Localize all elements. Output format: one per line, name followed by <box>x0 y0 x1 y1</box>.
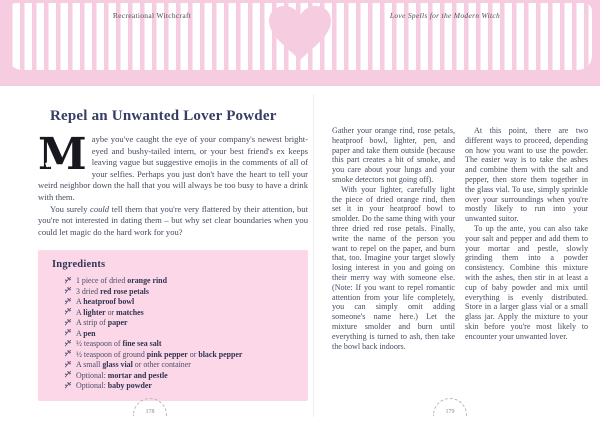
ingredient-item <box>64 286 294 297</box>
ingredient-text: ½ teaspoon of ground pink pepper or black pepper <box>76 349 243 359</box>
body-columns <box>332 126 588 358</box>
page-number-right: 179 <box>445 409 455 415</box>
ingredient-text: Optional: baby powder <box>76 381 152 391</box>
ingredient-item <box>64 328 294 339</box>
herb-sprig-icon <box>64 349 72 360</box>
page-number-left: 178 <box>145 409 155 415</box>
ingredient-text: 3 dried red rose petals <box>76 286 149 296</box>
ingredient-text: A lighter or matches <box>76 307 144 317</box>
ingredient-text: ½ teaspoon of fine sea salt <box>76 339 162 349</box>
spell-title: Repel an Unwanted Lover Powder <box>50 108 277 124</box>
body-paragraph: At this point, there are two different ways to proceed, depending on how you want to use the powder. The easier way is to take the ashes and combine them with the salt and pepper, then store them together in the glass vial. To use, simply sprinkle over your surroundings when you're mostly likely to run into your unwanted suitor. <box>465 126 588 224</box>
ingredient-item <box>64 338 294 349</box>
ingredients-heading: Ingredients <box>52 259 106 271</box>
ingredient-item <box>64 296 294 307</box>
running-head-right: Love Spells for the Modern Witch <box>389 11 501 20</box>
intro-paragraph-2: You surely could tell them that you're very flattered by their attention, but you're not interested in dating them – but why set clear boundaries when you could let magic do the hard work for you? <box>38 203 308 237</box>
ingredients-list <box>52 275 294 391</box>
herb-sprig-icon <box>64 381 72 392</box>
ingredient-item <box>64 307 294 318</box>
ingredient-item <box>64 317 294 328</box>
ingredient-text: A strip of paper <box>76 318 128 328</box>
body-paragraph: With your lighter, carefully light the piece of dried orange rind, then set it in your heatproof bowl to smolder. Do the same thing with your three dried red rose petals. Finally, write the name of the person you want to repel on the paper, and burn that, too. Imagine your target slowly losing interest in you and going on their merry way with someone else. (Note: If you want to repel romantic attention from your life completely, you can simply omit adding someone's name here.) Let the mixture smolder and burn until everything is turned to ash, then take the bowl back indoors. <box>332 184 455 351</box>
ingredient-text: A pen <box>76 328 96 338</box>
herb-sprig-icon <box>64 339 72 350</box>
herb-sprig-icon <box>64 297 72 308</box>
ingredient-text: A small glass vial or other container <box>76 360 191 370</box>
herb-sprig-icon <box>64 286 72 297</box>
ingredient-item <box>64 275 294 286</box>
ingredients-box <box>38 250 308 401</box>
intro-text <box>38 129 308 238</box>
herb-sprig-icon <box>64 360 72 371</box>
right-page <box>332 86 588 358</box>
body-paragraph: Gather your orange rind, rose petals, heatproof bowl, lighter, pen, and paper and take them outside (because this part creates a bit of smoke, and you care about your lungs and your smoke detectors not going off). <box>332 126 455 184</box>
left-page <box>38 86 308 401</box>
ingredient-item <box>64 359 294 370</box>
ingredient-item <box>64 349 294 360</box>
body-paragraph: To up the ante, you can also take your salt and pepper and add them to your mortar and pestle, slowly grinding them into a powder consistency. Combine this mixture with the ashes, then stir in at least a cup of baby powder and mix until everything is evenly distributed. Store in a larger glass vial or a small glass jar. Apply the mixture to your skin before you're most likely to encounter your unwanted lover. <box>465 223 588 341</box>
ingredient-item <box>64 370 294 381</box>
heart-icon <box>269 5 331 61</box>
herb-sprig-icon <box>64 276 72 287</box>
ingredient-text: 1 piece of dried orange rind <box>76 276 167 286</box>
herb-sprig-icon <box>64 318 72 329</box>
spine-divider <box>313 94 314 417</box>
herb-sprig-icon <box>64 328 72 339</box>
ingredient-text: Optional: mortar and pestle <box>76 370 168 380</box>
page-number-ornament-left <box>133 398 167 416</box>
ingredient-item <box>64 380 294 391</box>
herb-sprig-icon <box>64 307 72 318</box>
intro-paragraph-1 <box>38 129 308 204</box>
pages-area <box>0 86 600 425</box>
ingredient-text: A heatproof bowl <box>76 297 135 307</box>
drop-cap: ✿ M ❀ <box>38 137 87 173</box>
header-band <box>0 0 600 86</box>
page-number-ornament-right <box>433 398 467 416</box>
intro-paragraph-1-text: aybe you've caught the eye of your company's newest bright-eyed and bushy-tailed intern, or your best friend's ex keeps leaving vague but suggestive emojis in the comments of all of your selfies. Perhaps you just don't have the heart to tell your weird neighbor down the hall that you will always be too busy to have a drink with them. <box>38 134 308 202</box>
running-head-left: Recreational Witchcraft <box>112 11 192 20</box>
herb-sprig-icon <box>64 370 72 381</box>
